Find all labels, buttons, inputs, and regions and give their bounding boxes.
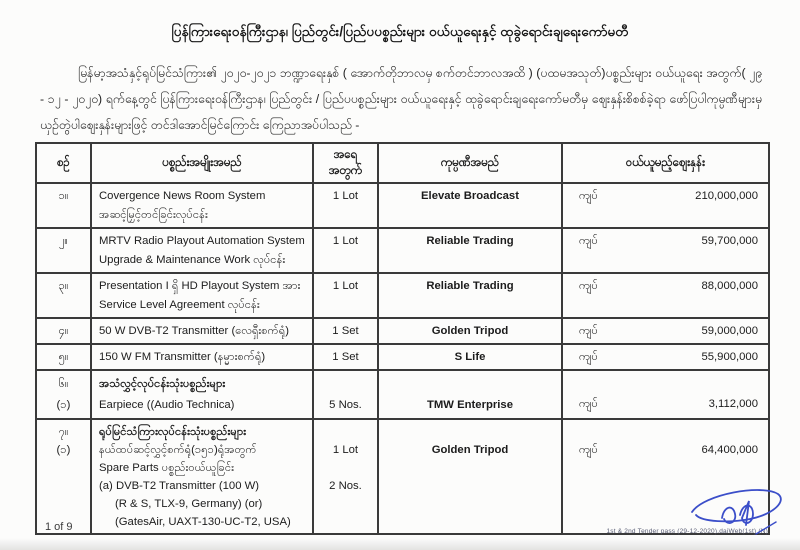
table-row-7 — [36, 419, 769, 534]
company-cell: Elevate Broadcast — [378, 183, 562, 228]
company-cell: Golden Tripod — [378, 419, 562, 534]
currency-label: ကျပ် — [579, 398, 598, 410]
price-column-header: ဝယ်ယူမည့်ဈေးနှန်း — [562, 143, 769, 183]
price-amount: 64,400,000 — [701, 444, 758, 456]
currency-label: ကျပ် — [579, 235, 598, 247]
footer-filename-note: 1st & 2nd Tender pass (29-12-2020).daiWeb(1st) (N) — [606, 528, 768, 535]
item-cell: အသံလွှင့်လုပ်ငန်းသုံးပစ္စည်းများ Earpiece ((Audio Technica) — [91, 370, 313, 419]
document-title: ပြန်ကြားရေးဝန်ကြီးဌာန၊ ပြည်တွင်း/ပြည်ပပစ္စည်းများ ဝယ်ယူရေးနှင့် ထုခွဲရောင်းချရေးကော်မတီ — [171, 24, 629, 39]
item-cell: Presentation I ရှိ HD Playout System အား Service Level Agreement လုပ်ငန်း — [91, 273, 313, 318]
price-cell — [562, 318, 769, 344]
price-cell — [562, 273, 769, 318]
serial-cell: ၅။ — [36, 344, 91, 370]
serial-cell: ၂။ — [36, 228, 91, 273]
item-cell: 50 W DVB-T2 Transmitter (လေရှီးစက်ရုံ) — [91, 318, 313, 344]
price-amount: 210,000,000 — [695, 190, 758, 202]
currency-label: ကျပ် — [579, 280, 598, 292]
price-amount: 3,112,000 — [708, 398, 758, 410]
serial-cell: ၇။ (၁) — [36, 419, 91, 534]
serial-cell: ၆။ (၁) — [36, 370, 91, 419]
table-row-5 — [36, 344, 769, 370]
signature-ink-icon — [688, 478, 788, 542]
quantity-cell: 1 Set — [313, 344, 378, 370]
table-row-6 — [36, 370, 769, 419]
table-row-1 — [36, 183, 769, 228]
item-cell: 150 W FM Transmitter (နမ္မားစက်ရုံ) — [91, 344, 313, 370]
price-amount: 59,700,000 — [701, 235, 758, 247]
table-row-4 — [36, 318, 769, 344]
table-row-3 — [36, 273, 769, 318]
quantity-cell: 1 Lot — [313, 183, 378, 228]
company-cell: Reliable Trading — [378, 228, 562, 273]
quantity-cell: 5 Nos. — [313, 370, 378, 419]
currency-label: ကျပ် — [579, 351, 598, 363]
price-cell — [562, 228, 769, 273]
item-cell: Covergence News Room System အဆင့်မြှင့်တင်ခြင်းလုပ်ငန်း — [91, 183, 313, 228]
table-header-row — [36, 143, 769, 183]
company-column-header: ကုမ္ပဏီအမည် — [378, 143, 562, 183]
table-row-2 — [36, 228, 769, 273]
currency-label: ကျပ် — [579, 190, 598, 202]
quantity-column-header: အရေ အတွက် — [313, 143, 378, 183]
item-cell: MRTV Radio Playout Automation System Upgrade & Maintenance Work လုပ်ငန်း — [91, 228, 313, 273]
serial-cell: ၁။ — [36, 183, 91, 228]
quantity-cell: 1 Set — [313, 318, 378, 344]
page-number: 1 of 9 — [45, 521, 73, 533]
price-amount: 59,000,000 — [701, 325, 758, 337]
quantity-cell: 1 Lot — [313, 228, 378, 273]
item-cell: ရုပ်မြင်သံကြားလုပ်ငန်းသုံးပစ္စည်းများ နယ်ထပ်ဆင့်လွှင့်စက်ရုံ(၁၅၁)ရုံအတွက် Spare Parts ပစ္စည်းဝယ်ယူခြင်း (a) DVB-T2 Transmitter (100 W) (R & S, TLX-9, Germany) (or) (GatesAir, UAXT-130-UC-T2, USA) — [91, 419, 313, 534]
quantity-cell: 1 Lot 2 Nos. — [313, 419, 378, 534]
price-cell — [562, 370, 769, 419]
currency-label: ကျပ် — [579, 444, 598, 456]
currency-label: ကျပ် — [579, 325, 598, 337]
serial-cell: ၄။ — [36, 318, 91, 344]
quantity-cell: 1 Lot — [313, 273, 378, 318]
intro-paragraph: မြန်မာ့အသံနှင့်ရုပ်မြင်သံကြား၏ ၂၀၂၀-၂၀၂၁ ဘဏ္ဍာရေးနှစ် ( အောက်တိုဘာလမှ စက်တင်ဘာလအထိ ) (ပထမအသုတ်)ပစ္စည်းများ ဝယ်ယူရေး အတွက်( ၂၉ - ၁၂ - ၂၀၂၀) ရက်နေ့တွင် ပြန်ကြားရေးဝန်ကြီးဌာန၊ ပြည်တွင်း / ပြည်ပပစ္စည်းများ ဝယ်ယူရေးနှင့် ထုခွဲရောင်းချရေးကော်မတီမှ ဈေးနှန်းစိစစ်ခဲ့ရာ ဖော်ပြပါကုမ္ပဏီများမှ ယှဉ်တွဲပါဈေးနှန်းများဖြင့် တင်ဒါအောင်မြင်ကြောင်း ကြေညာအပ်ပါသည် - — [40, 66, 762, 132]
serial-cell: ၃။ — [36, 273, 91, 318]
price-amount: 55,900,000 — [701, 351, 758, 363]
company-cell: Golden Tripod — [378, 318, 562, 344]
price-amount: 88,000,000 — [701, 280, 758, 292]
item-column-header: ပစ္စည်းအမျိုးအမည် — [91, 143, 313, 183]
serial-column-header: စဉ် — [36, 143, 91, 183]
company-cell: Reliable Trading — [378, 273, 562, 318]
price-cell — [562, 344, 769, 370]
price-cell — [562, 183, 769, 228]
tender-results-table — [35, 142, 770, 535]
company-cell: TMW Enterprise — [378, 370, 562, 419]
company-cell: S Life — [378, 344, 562, 370]
